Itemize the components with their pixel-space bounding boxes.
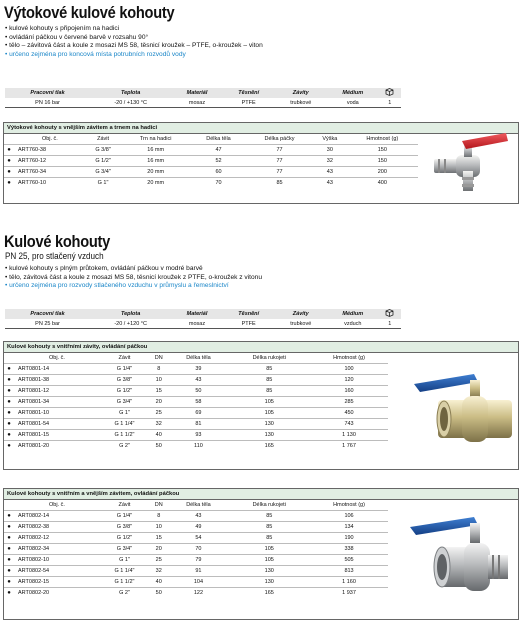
table-title: Kulové kohouty s vnitřními závity, ovládání páčkou xyxy=(4,342,518,353)
table-cell: 43 xyxy=(168,511,228,522)
row-bullet-icon: ● xyxy=(4,588,14,599)
table-cell: G 1 1/4" xyxy=(100,566,149,577)
table-cell: 743 xyxy=(310,419,388,430)
table-cell: 85 xyxy=(228,511,310,522)
column-header: Délka rukojeti xyxy=(252,502,286,508)
item-code: ART760-10 xyxy=(14,178,86,189)
column-header: DN xyxy=(154,355,163,361)
row-bullet-icon: ● xyxy=(4,441,14,452)
table-row xyxy=(4,588,388,599)
table-cell: G 2" xyxy=(100,588,149,599)
table-cell: 85 xyxy=(228,375,310,386)
table-cell: 150 xyxy=(347,156,418,167)
rows xyxy=(4,364,388,452)
item-code: ART0802-15 xyxy=(14,577,100,588)
table-cell: G 3/8" xyxy=(100,375,149,386)
row-bullet-icon: ● xyxy=(4,430,14,441)
table-cell: 25 xyxy=(149,555,168,566)
table-cell: 10 xyxy=(149,522,168,533)
row-bullet-icon: ● xyxy=(4,522,14,533)
item-code: ART0801-54 xyxy=(14,419,100,430)
section1-spec-table xyxy=(5,88,401,108)
table-cell: 130 xyxy=(228,577,310,588)
table-cell: 85 xyxy=(228,533,310,544)
spec-value: trubkové xyxy=(275,98,327,108)
item-code: ART760-12 xyxy=(14,156,86,167)
row-bullet-icon: ● xyxy=(4,156,14,167)
ball-valve-blue-lever-image xyxy=(408,370,512,450)
column-header: Délka rukojeti xyxy=(252,355,286,361)
section2-table1 xyxy=(3,341,519,470)
spec-value: PTFE xyxy=(223,319,275,329)
table-row xyxy=(4,419,388,430)
spec-header: Závity xyxy=(275,88,327,98)
item-code: ART0801-15 xyxy=(14,430,100,441)
spec-value: mosaz xyxy=(171,319,223,329)
table-title: Kulové kohouty s vnitřním a vnějším závitem, ovládání páčkou xyxy=(4,489,518,500)
table-cell: 70 xyxy=(191,178,246,189)
item-code: ART0801-38 xyxy=(14,375,100,386)
table-cell: 81 xyxy=(168,419,228,430)
table-cell: 79 xyxy=(168,555,228,566)
row-bullet-icon: ● xyxy=(4,511,14,522)
table-cell: G 3/4" xyxy=(100,397,149,408)
row-bullet-icon: ● xyxy=(4,397,14,408)
table-cell: G 1 1/2" xyxy=(100,577,149,588)
table-cell: 10 xyxy=(149,375,168,386)
table-row xyxy=(4,511,388,522)
row-bullet-icon: ● xyxy=(4,544,14,555)
table-cell: G 1/4" xyxy=(100,511,149,522)
table-cell: 52 xyxy=(191,156,246,167)
table-cell: 40 xyxy=(149,577,168,588)
table-row xyxy=(4,566,388,577)
rows xyxy=(4,145,418,189)
table-cell: 70 xyxy=(168,544,228,555)
table-cell: G 1/2" xyxy=(100,533,149,544)
table-cell: 150 xyxy=(347,145,418,156)
table-row xyxy=(4,145,418,156)
column-header: Výška xyxy=(322,136,338,142)
table-cell: 43 xyxy=(168,375,228,386)
table-cell: 49 xyxy=(168,522,228,533)
table-cell: 105 xyxy=(228,544,310,555)
table-row xyxy=(4,522,388,533)
item-code: ART760-38 xyxy=(14,145,86,156)
section1-product-table xyxy=(3,122,519,204)
column-header: Obj. č. xyxy=(41,136,58,142)
table-cell: G 1 1/2" xyxy=(100,430,149,441)
table-cell: 285 xyxy=(310,397,388,408)
table-cell: 338 xyxy=(310,544,388,555)
section2-bullets xyxy=(5,265,262,291)
table-row xyxy=(4,441,388,452)
table-cell: 91 xyxy=(168,566,228,577)
column-header: Délka těla xyxy=(186,355,211,361)
row-bullet-icon: ● xyxy=(4,167,14,178)
column-header: Obj. č. xyxy=(49,502,65,508)
spec-header: Těsnění xyxy=(223,309,275,319)
table-cell: 813 xyxy=(310,566,388,577)
table-cell: 85 xyxy=(228,386,310,397)
bullet: • tělo – závitová část a koule z mosazi MS 58, těsnicí kroužek – PTFE, o-kroužek – viton xyxy=(5,42,263,50)
item-code: ART0801-12 xyxy=(14,386,100,397)
data-table xyxy=(4,134,418,188)
item-code: ART0802-12 xyxy=(14,533,100,544)
spec-header: Teplota xyxy=(90,88,171,98)
ball-valve-blue-lever-image xyxy=(404,511,514,611)
table-cell: 50 xyxy=(168,386,228,397)
table-cell: 32 xyxy=(149,566,168,577)
table-cell: 130 xyxy=(228,566,310,577)
item-code: ART0802-10 xyxy=(14,555,100,566)
item-code: ART760-34 xyxy=(14,167,86,178)
table-cell: 8 xyxy=(149,364,168,375)
bullet: • ovládání páčkou v červené barvě v rozsahu 90° xyxy=(5,33,149,41)
bullet: • kulové kohouty s připojením na hadici xyxy=(5,25,120,32)
table-cell: 39 xyxy=(168,364,228,375)
row-bullet-icon: ● xyxy=(4,145,14,156)
section2-spec-table xyxy=(5,309,401,329)
column-header: Trn na hadici xyxy=(139,136,172,142)
table-row xyxy=(4,178,418,189)
table-cell: 1 130 xyxy=(310,430,388,441)
table-row xyxy=(4,555,388,566)
table-cell: 190 xyxy=(310,533,388,544)
table-cell: G 1" xyxy=(100,555,149,566)
item-code: ART0801-14 xyxy=(14,364,100,375)
table-cell: 43 xyxy=(313,167,347,178)
table-cell: 20 xyxy=(149,397,168,408)
table-cell: 165 xyxy=(228,588,310,599)
row-bullet-icon: ● xyxy=(4,408,14,419)
table-cell: 1 937 xyxy=(310,588,388,599)
table-cell: 100 xyxy=(310,364,388,375)
table-cell: 200 xyxy=(347,167,418,178)
table-row xyxy=(4,408,388,419)
table-cell: 20 mm xyxy=(120,178,191,189)
table-cell: 69 xyxy=(168,408,228,419)
table-cell: G 1" xyxy=(86,178,121,189)
table-cell: 20 xyxy=(149,544,168,555)
table-cell: G 1/4" xyxy=(100,364,149,375)
column-header: Závit xyxy=(118,502,131,508)
data-table xyxy=(4,500,388,598)
table-cell: 130 xyxy=(228,430,310,441)
table-cell: 25 xyxy=(149,408,168,419)
table-cell: 1 160 xyxy=(310,577,388,588)
rows xyxy=(4,511,388,599)
table-cell: 50 xyxy=(149,441,168,452)
section1-bullets xyxy=(5,25,263,59)
table-row xyxy=(4,375,388,386)
table-cell: 85 xyxy=(228,364,310,375)
table-row xyxy=(4,533,388,544)
table-cell: 105 xyxy=(228,397,310,408)
table-cell: 105 xyxy=(228,408,310,419)
column-header: Závit xyxy=(118,355,131,361)
table-cell: 60 xyxy=(191,167,246,178)
table-row xyxy=(4,397,388,408)
spec-header: Pracovní tlak xyxy=(5,309,90,319)
table-cell: G 1" xyxy=(100,408,149,419)
table-cell: 120 xyxy=(310,375,388,386)
table-cell: 77 xyxy=(246,156,313,167)
row-bullet-icon: ● xyxy=(4,386,14,397)
table-cell: 15 xyxy=(149,386,168,397)
spec-value: trubkové xyxy=(275,319,327,329)
item-code: ART0802-20 xyxy=(14,588,100,599)
section2-table2 xyxy=(3,488,519,620)
table-cell: 130 xyxy=(228,419,310,430)
spec-header: Těsnění xyxy=(223,88,275,98)
row-bullet-icon: ● xyxy=(4,533,14,544)
table-cell: 54 xyxy=(168,533,228,544)
column-header: Obj. č. xyxy=(49,355,65,361)
section1-title: Výtokové kulové kohouty xyxy=(4,3,175,22)
item-code: ART0802-38 xyxy=(14,522,100,533)
package-icon xyxy=(379,88,401,98)
table-row xyxy=(4,577,388,588)
spec-header: Pracovní tlak xyxy=(5,88,90,98)
ball-valve-red-lever-image xyxy=(426,129,514,199)
row-bullet-icon: ● xyxy=(4,577,14,588)
spec-value: 1 xyxy=(379,319,401,329)
section2-title: Kulové kohouty xyxy=(4,232,111,251)
column-header: Délka páčky xyxy=(264,136,295,142)
table-cell: 106 xyxy=(310,511,388,522)
row-bullet-icon: ● xyxy=(4,566,14,577)
spec-value: mosaz xyxy=(171,98,223,108)
table-row xyxy=(4,364,388,375)
spec-header: Médium xyxy=(327,309,379,319)
table-cell: 20 mm xyxy=(120,167,191,178)
package-icon xyxy=(379,309,401,319)
table-row xyxy=(4,167,418,178)
item-code: ART0802-14 xyxy=(14,511,100,522)
spec-header: Teplota xyxy=(90,309,171,319)
column-header: Hmotnost (g) xyxy=(366,136,399,142)
table-cell: G 3/4" xyxy=(100,544,149,555)
table-title: Výtokové kohouty s vnějším závitem a trnem na hadici xyxy=(4,123,518,134)
spec-header: Médium xyxy=(327,88,379,98)
spec-value: voda xyxy=(327,98,379,108)
spec-value: -20 / +120 °C xyxy=(90,319,171,329)
table-cell: 50 xyxy=(149,588,168,599)
table-cell: 30 xyxy=(313,145,347,156)
table-cell: 160 xyxy=(310,386,388,397)
row-bullet-icon: ● xyxy=(4,375,14,386)
table-cell: 32 xyxy=(149,419,168,430)
table-cell: 134 xyxy=(310,522,388,533)
table-cell: G 3/4" xyxy=(86,167,121,178)
table-cell: 8 xyxy=(149,511,168,522)
table-cell: G 3/8" xyxy=(86,145,121,156)
spec-value: PTFE xyxy=(223,98,275,108)
spec-value: PN 25 bar xyxy=(5,319,90,329)
table-cell: 77 xyxy=(246,145,313,156)
bullet-note: • určeno zejména pro koncová místa potrubních rozvodů vody xyxy=(5,50,186,58)
spec-value: vzduch xyxy=(327,319,379,329)
spec-value: -20 / +130 °C xyxy=(90,98,171,108)
table-cell: G 2" xyxy=(100,441,149,452)
table-cell: G 1 1/4" xyxy=(100,419,149,430)
table-cell: 15 xyxy=(149,533,168,544)
table-cell: 32 xyxy=(313,156,347,167)
item-code: ART0801-34 xyxy=(14,397,100,408)
row-bullet-icon: ● xyxy=(4,364,14,375)
table-cell: 85 xyxy=(228,522,310,533)
item-code: ART0802-34 xyxy=(14,544,100,555)
table-cell: G 3/8" xyxy=(100,522,149,533)
item-code: ART0802-54 xyxy=(14,566,100,577)
table-row xyxy=(4,386,388,397)
table-cell: 505 xyxy=(310,555,388,566)
table-cell: 400 xyxy=(347,178,418,189)
table-cell: G 1/2" xyxy=(86,156,121,167)
table-cell: 47 xyxy=(191,145,246,156)
spec-header: Materiál xyxy=(171,88,223,98)
column-header: Délka těla xyxy=(206,136,231,142)
table-cell: 104 xyxy=(168,577,228,588)
item-code: ART0801-20 xyxy=(14,441,100,452)
table-cell: 122 xyxy=(168,588,228,599)
item-code: ART0801-10 xyxy=(14,408,100,419)
column-header: Délka těla xyxy=(186,502,211,508)
table-cell: 85 xyxy=(246,178,313,189)
table-cell: 58 xyxy=(168,397,228,408)
bullet: • kulové kohouty s plným průtokem, ovládání páčkou v modré barvě xyxy=(5,265,203,272)
table-cell: G 1/2" xyxy=(100,386,149,397)
column-header: Závit xyxy=(97,136,109,142)
table-cell: 16 mm xyxy=(120,145,191,156)
table-cell: 165 xyxy=(228,441,310,452)
spec-value: PN 16 bar xyxy=(5,98,90,108)
table-cell: 450 xyxy=(310,408,388,419)
table-cell: 93 xyxy=(168,430,228,441)
table-cell: 16 mm xyxy=(120,156,191,167)
spec-header: Závity xyxy=(275,309,327,319)
table-cell: 1 767 xyxy=(310,441,388,452)
bullet-note: • určeno zejména pro rozvody stlačeného vzduchu v průmyslu a řemeslnictví xyxy=(5,282,229,290)
table-cell: 105 xyxy=(228,555,310,566)
section2-subtitle: PN 25, pro stlačený vzduch xyxy=(5,251,104,261)
table-row xyxy=(4,544,388,555)
spec-value: 1 xyxy=(379,98,401,108)
row-bullet-icon: ● xyxy=(4,555,14,566)
row-bullet-icon: ● xyxy=(4,178,14,189)
table-cell: 43 xyxy=(313,178,347,189)
table-row xyxy=(4,156,418,167)
column-header: Hmotnost (g) xyxy=(333,502,365,508)
table-cell: 77 xyxy=(246,167,313,178)
column-header: DN xyxy=(154,502,163,508)
table-cell: 40 xyxy=(149,430,168,441)
table-row xyxy=(4,430,388,441)
table-cell: 110 xyxy=(168,441,228,452)
spec-header: Materiál xyxy=(171,309,223,319)
data-table xyxy=(4,353,388,451)
row-bullet-icon: ● xyxy=(4,419,14,430)
column-header: Hmotnost (g) xyxy=(333,355,365,361)
bullet: • tělo, závitová část a koule z mosazi MS 58, těsnicí kroužek z PTFE, o-kroužek z vitonu xyxy=(5,273,263,281)
